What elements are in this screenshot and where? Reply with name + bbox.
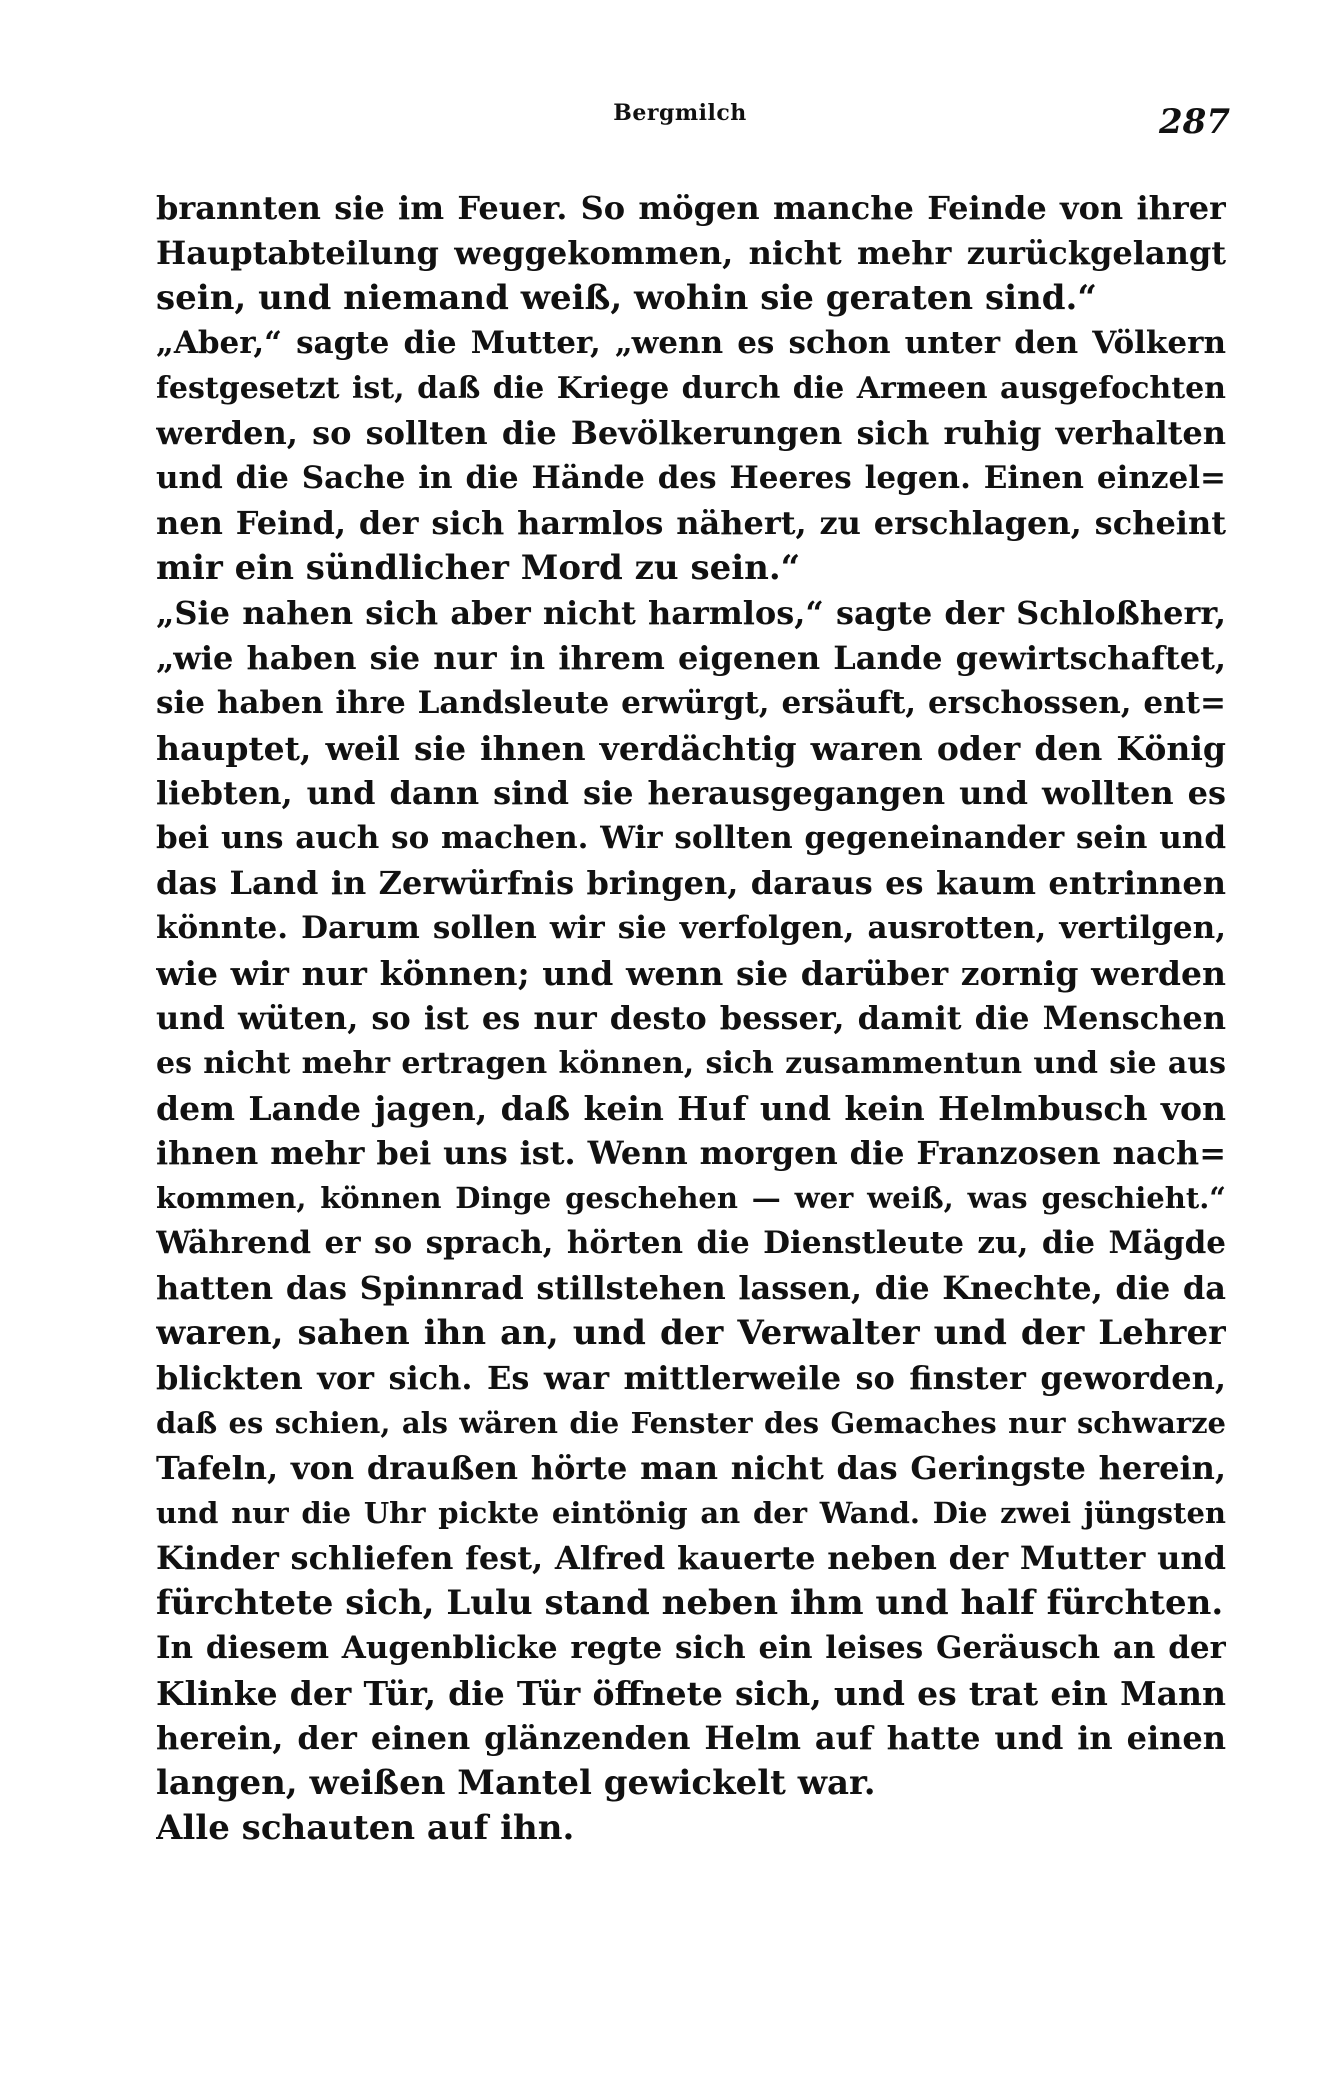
- text-line: nen Feind, der sich harmlos nähert, zu erschlagen, scheint: [156, 504, 1226, 542]
- text-line: ihnen mehr bei uns ist. Wenn morgen die Franzosen nach=: [156, 1134, 1226, 1172]
- text-line: festgesetzt ist, daß die Kriege durch die Armeen ausgefochten: [156, 371, 1226, 406]
- text-line: Kinder schliefen fest, Alfred kauerte neben der Mutter und: [156, 1539, 1226, 1577]
- text-line: fürchtete sich, Lulu stand neben ihm und half fürchten.: [156, 1583, 1224, 1623]
- text-line: liebten, und dann sind sie herausgegangen und wollten es: [156, 774, 1226, 812]
- text-line: werden, so sollten die Bevölkerungen sich ruhig verhalten: [156, 414, 1226, 452]
- running-title: Bergmilch: [613, 100, 747, 126]
- text-line: hauptet, weil sie ihnen verdächtig waren oder den König: [156, 729, 1226, 768]
- text-line: daß es schien, als wären die Fenster des Gemaches nur schwarze: [156, 1406, 1226, 1440]
- page-number: 287: [1159, 102, 1230, 142]
- text-line: blickten vor sich. Es war mittlerweile so finster geworden,: [156, 1359, 1226, 1397]
- text-line: Alle schauten auf ihn.: [156, 1808, 575, 1848]
- text-line: brannten sie im Feuer. So mögen manche Feinde von ihrer: [156, 189, 1226, 227]
- text-line: „Sie nahen sich aber nicht harmlos,“ sagte der Schloßherr,: [156, 594, 1226, 632]
- text-line: Während er so sprach, hörten die Dienstleute zu, die Mägde: [156, 1225, 1226, 1261]
- text-line: und die Sache in die Hände des Heeres legen. Einen einzel=: [156, 460, 1226, 496]
- text-line: und nur die Uhr pickte eintönig an der Wand. Die zwei jüngsten: [156, 1496, 1226, 1530]
- text-line: sein, und niemand weiß, wohin sie geraten sind.“: [156, 278, 1097, 318]
- body-text: [156, 186, 1226, 1851]
- text-line: In diesem Augenblicke regte sich ein leises Geräusch an der: [156, 1630, 1226, 1666]
- text-line: und wüten, so ist es nur desto besser, damit die Menschen: [156, 999, 1226, 1037]
- text-line: das Land in Zerwürfnis bringen, daraus es kaum entrinnen: [156, 864, 1226, 902]
- text-line: dem Lande jagen, daß kein Huf und kein Helmbusch von: [156, 1089, 1226, 1128]
- text-line: langen, weißen Mantel gewickelt war.: [156, 1763, 876, 1803]
- text-line: „wie haben sie nur in ihrem eigenen Lande gewirtschaftet,: [156, 639, 1226, 677]
- text-line: Klinke der Tür, die Tür öffnete sich, und es trat ein Mann: [156, 1674, 1226, 1713]
- text-line: „Aber,“ sagte die Mutter, „wenn es schon unter den Völkern: [156, 325, 1226, 361]
- text-line: könnte. Darum sollen wir sie verfolgen, ausrotten, vertilgen,: [156, 910, 1226, 946]
- text-line: Hauptabteilung weggekommen, nicht mehr zurückgelangt: [156, 234, 1226, 272]
- text-line: es nicht mehr ertragen können, sich zusammentun und sie aus: [156, 1046, 1226, 1081]
- text-line: kommen, können Dinge geschehen — wer weiß, was geschieht.“: [156, 1181, 1226, 1215]
- text-line: herein, der einen glänzenden Helm auf hatte und in einen: [156, 1719, 1226, 1757]
- text-line: sie haben ihre Landsleute erwürgt, ersäuft, erschossen, ent=: [156, 685, 1226, 721]
- text-line: Tafeln, von draußen hörte man nicht das Geringste herein,: [156, 1449, 1226, 1487]
- text-line: bei uns auch so machen. Wir sollten gegeneinander sein und: [156, 820, 1226, 856]
- text-line: waren, sahen ihn an, und der Verwalter und der Lehrer: [156, 1313, 1226, 1353]
- text-line: mir ein sündlicher Mord zu sein.“: [156, 548, 801, 588]
- text-line: wie wir nur können; und wenn sie darüber zornig werden: [156, 954, 1226, 993]
- text-line: hatten das Spinnrad stillstehen lassen, die Knechte, die da: [156, 1269, 1226, 1307]
